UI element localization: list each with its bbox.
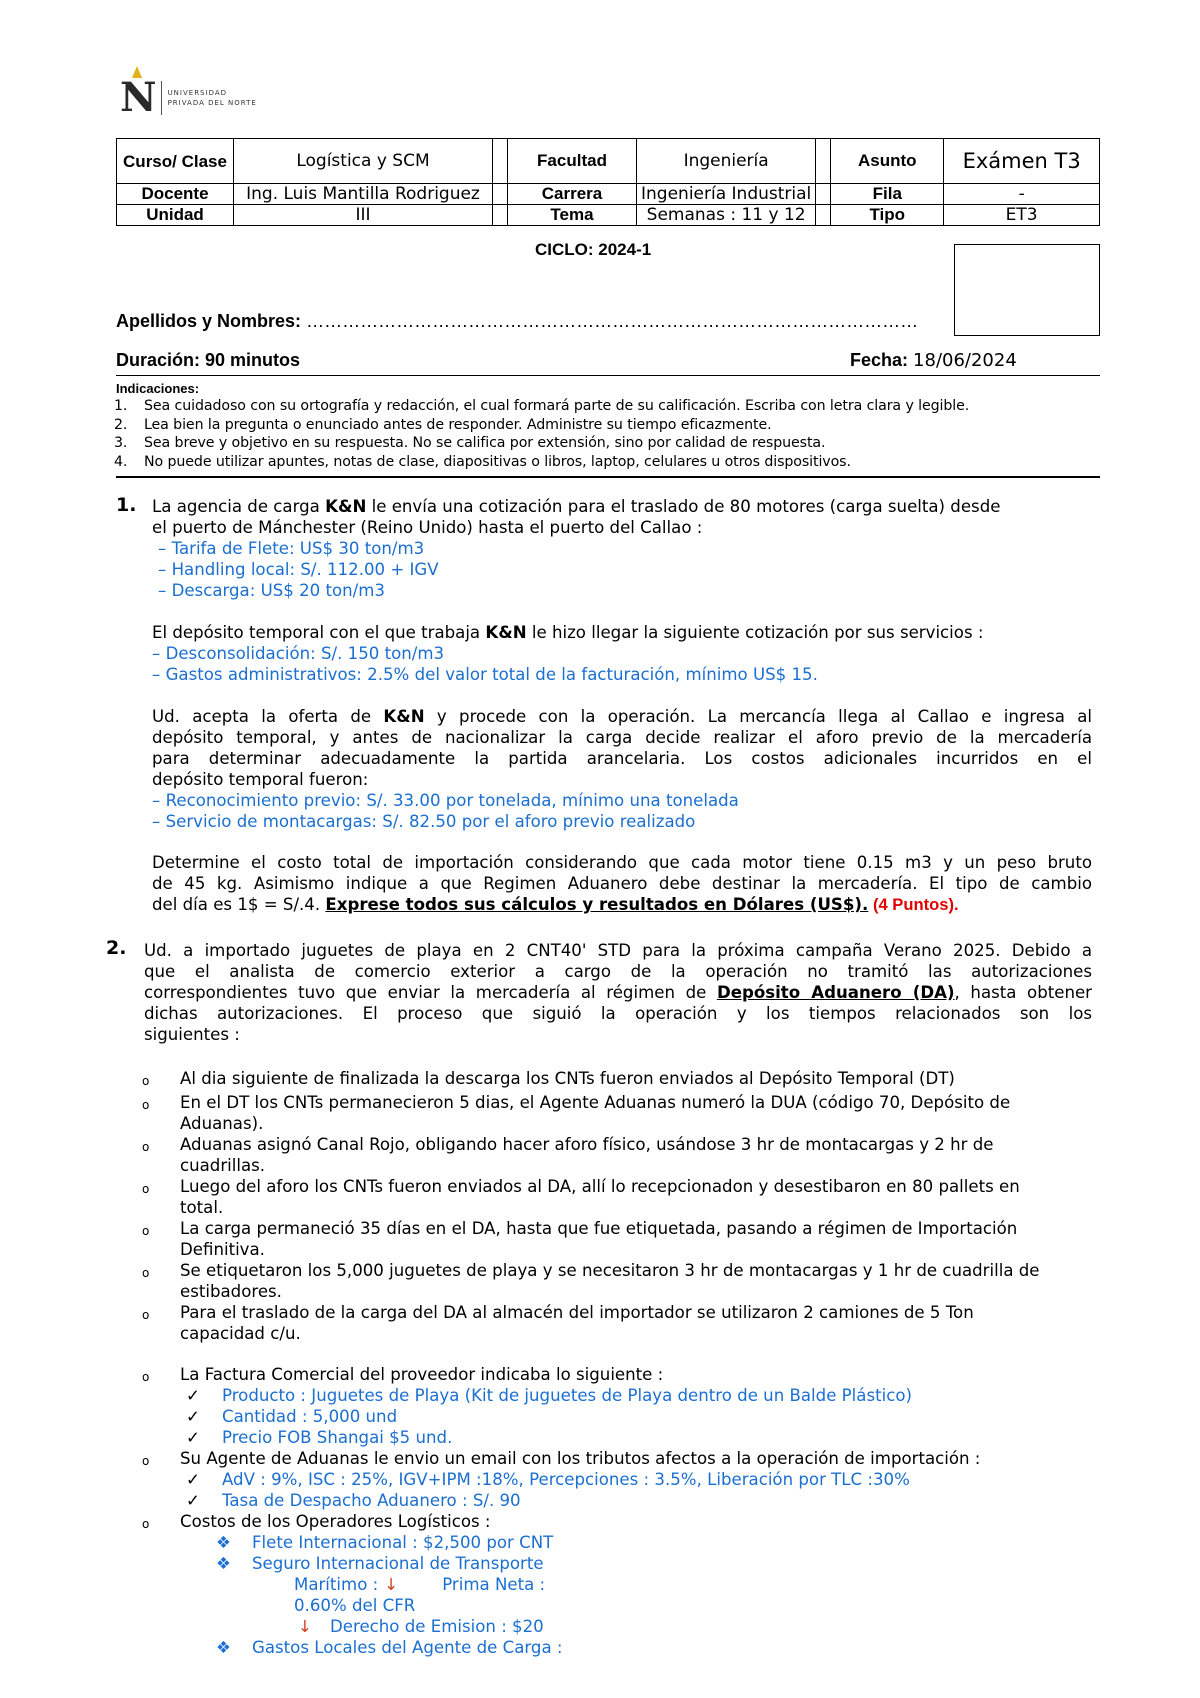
- apellidos-field[interactable]: [116, 311, 918, 332]
- question-2-costos: o Costos de los Operadores Logísticos :: [142, 1512, 491, 1531]
- indicaciones-list: [114, 397, 1104, 471]
- arrow-down-icon: ↓: [298, 1617, 312, 1636]
- question-1-tarifas: [158, 538, 439, 601]
- curso-value: Logística y SCM: [234, 139, 493, 184]
- exam-header-table: [116, 138, 1100, 226]
- question-2-factura: o La Factura Comercial del proveedor indicaba lo siguiente :: [142, 1365, 664, 1384]
- list-item: o Luego del aforo los CNTs fueron enviados al DA, allí lo recepcionadon y desestibaron en 80 pallets en total.: [142, 1177, 1020, 1217]
- list-item: – Servicio de montacargas: S/. 82.50 por el aforo previo realizado: [152, 812, 696, 831]
- check-icon: ✓: [186, 1491, 200, 1510]
- facultad-value: Ingeniería: [637, 139, 816, 184]
- logo-n-icon: N: [120, 74, 157, 121]
- question-2-number: 2.: [106, 937, 127, 959]
- gastos-item: [216, 1637, 563, 1658]
- list-item: o Al dia siguiente de finalizada la descarga los CNTs fueron enviados al Depósito Temporal (DT): [142, 1069, 955, 1088]
- list-item: ❖ Flete Internacional : $2,500 por CNT: [216, 1533, 554, 1552]
- unidad-label: Unidad: [117, 205, 234, 226]
- arrow-down-icon: ↓: [384, 1575, 399, 1594]
- check-icon: ✓: [186, 1407, 200, 1426]
- asunto-value: Exámen T3: [944, 139, 1100, 184]
- fila-value: -: [944, 184, 1100, 205]
- indicaciones-title: Indicaciones:: [116, 381, 200, 396]
- question-1-oferta: Ud. acepta la oferta de K&N y procede con la operación. La mercancía llega al Callao e ingresa al depósito temporal, y antes de nacionalizar la carga decide realizar el aforo previo de la mercadería para determinar adecuadamente la partida arancelaria. Los costos adicionales incurridos en el depósito temporal fueron: – Reconocimiento previo: S/. 33.00 por tonelada, mínimo una tonelada – Servicio de montacargas: S/. 82.50 por el aforo previo realizado: [152, 707, 1092, 831]
- list-item: o Para el traslado de la carga del DA al almacén del importador se utilizaron 2 camiones de 5 Ton capacidad c/u.: [142, 1303, 974, 1343]
- asunto-label: Asunto: [831, 139, 944, 184]
- unidad-value: III: [234, 205, 493, 226]
- curso-label: Curso/ Clase: [117, 139, 234, 184]
- tema-value: Semanas : 11 y 12: [637, 205, 816, 226]
- list-item: ✓ Precio FOB Shangai $5 und.: [186, 1428, 453, 1447]
- fila-label: Fila: [831, 184, 944, 205]
- question-1-deposito: El depósito temporal con el que trabaja K&N le hizo llegar la siguiente cotización por sus servicios : – Desconsolidación: S/. 150 ton/m3 – Gastos administrativos: 2.5% del valor total de la facturación, mínimo US$ 15.: [152, 623, 984, 684]
- diamond-bullet-icon: ❖: [216, 1554, 231, 1573]
- list-item: ✓ Producto : Juguetes de Playa (Kit de juguetes de Playa dentro de un Balde Plástico): [186, 1386, 912, 1405]
- facultad-label: Facultad: [508, 139, 637, 184]
- fecha-value: 18/06/2024: [913, 350, 1017, 371]
- list-item: o Se etiquetaron los 5,000 juguetes de playa y se necesitaron 3 hr de montacargas y 1 hr de cuadrilla de estibadores.: [142, 1261, 1040, 1301]
- duracion: Duración: 90 minutos: [116, 350, 301, 370]
- university-logo: [120, 74, 257, 121]
- list-item: 4. No puede utilizar apuntes, notas de clase, diapositivas o libros, laptop, celulares u otros dispositivos.: [114, 453, 851, 470]
- tipo-value: ET3: [944, 205, 1100, 226]
- list-item: ❖ Seguro Internacional de Transporte: [216, 1554, 544, 1573]
- list-item: – Descarga: US$ 20 ton/m3: [158, 581, 385, 600]
- list-item: ✓ Tasa de Despacho Aduanero : S/. 90: [186, 1491, 521, 1510]
- photo-box: [954, 244, 1100, 336]
- question-1-intro: La agencia de carga K&N le envía una cotización para el traslado de 80 motores (carga suelta) desde el puerto de Mánchester (Reino Unido) hasta el puerto del Callao :: [152, 497, 1001, 537]
- check-icon: ✓: [186, 1470, 200, 1489]
- costos-items: [216, 1532, 553, 1574]
- fecha-label: Fecha:: [850, 350, 909, 370]
- list-item: o La carga permaneció 35 días en el DA, hasta que fue etiquetada, pasando a régimen de Importación Definitiva.: [142, 1219, 1018, 1259]
- list-item: 2. Lea bien la pregunta o enunciado antes de responder. Administre su tiempo eficazmente.: [114, 416, 772, 433]
- apellidos-dots: …………………………………………………………………………………………: [306, 311, 919, 331]
- list-item: ✓ AdV : 9%, ISC : 25%, IGV+IPM :18%, Percepciones : 3.5%, Liberación por TLC :30%: [186, 1470, 910, 1489]
- list-item: – Reconocimiento previo: S/. 33.00 por tonelada, mínimo una tonelada: [152, 791, 739, 810]
- list-item: ✓ Cantidad : 5,000 und: [186, 1407, 398, 1426]
- tipo-label: Tipo: [831, 205, 944, 226]
- question-1-determine: Determine el costo total de importación considerando que cada motor tiene 0.15 m3 y un peso bruto de 45 kg. Asimismo indique a que Regimen Aduanero debe destinar la mercadería. El tipo de cambio del día es 1$ = S/.4. Exprese todos sus cálculos y resultados en Dólares (US$). (4 Puntos).: [152, 853, 1092, 914]
- tema-label: Tema: [508, 205, 637, 226]
- logo-name: UNIVERSIDAD: [167, 89, 228, 97]
- question-1-number: 1.: [116, 494, 137, 516]
- factura-items: [186, 1385, 912, 1448]
- agente-items: [186, 1469, 910, 1511]
- diamond-bullet-icon: ❖: [216, 1638, 231, 1657]
- docente-value: Ing. Luis Mantilla Rodriguez: [234, 184, 493, 205]
- diamond-bullet-icon: ❖: [216, 1533, 231, 1552]
- docente-label: Docente: [117, 184, 234, 205]
- question-2-steps: [142, 1068, 1040, 1344]
- question-2-agente: o Su Agente de Aduanas le envio un email con los tributos afectos a la operación de importación :: [142, 1449, 981, 1468]
- list-item: 1. Sea cuidadoso con su ortografía y redacción, el cual formará parte de su calificación. Escriba con letra clara y legible.: [114, 398, 970, 414]
- list-item: – Tarifa de Flete: US$ 30 ton/m3: [158, 539, 425, 558]
- question-2-intro: Ud. a importado juguetes de playa en 2 CNT40' STD para la próxima campaña Verano 2025. Debido a que el analista de comercio exterior a cargo de la operación no tramitó las autorizaciones correspondientes tuvo que enviar la mercadería al régimen de Depósito Aduanero (DA), hasta obtener dichas autorizaciones. El proceso que siguió la operación y los tiempos relacionados son los siguientes :: [144, 941, 1093, 1044]
- check-icon: ✓: [186, 1386, 200, 1405]
- logo-sub: PRIVADA DEL NORTE: [167, 99, 257, 107]
- carrera-value: Ingeniería Industrial: [637, 184, 816, 205]
- list-item: o En el DT los CNTs permanecieron 5 dias, el Agente Aduanas numeró la DUA (código 70, Depósito de Aduanas).: [142, 1093, 1011, 1133]
- carrera-label: Carrera: [508, 184, 637, 205]
- list-item: 3. Sea breve y objetivo en su respuesta. No se califica por extensión, sino por calidad de respuesta.: [114, 435, 826, 451]
- ciclo: CICLO: 2024-1: [535, 240, 652, 259]
- list-item: – Desconsolidación: S/. 150 ton/m3: [152, 644, 445, 663]
- apellidos-label: Apellidos y Nombres:: [116, 311, 302, 331]
- seguro-details: Marítimo : ↓ Prima Neta : 0.60% del CFR ↓ Derecho de Emision : $20: [294, 1575, 546, 1636]
- fecha: [850, 350, 1017, 371]
- check-icon: ✓: [186, 1428, 200, 1447]
- list-item: ❖ Gastos Locales del Agente de Carga :: [216, 1638, 563, 1657]
- list-item: o Aduanas asignó Canal Rojo, obligando hacer aforo físico, usándose 3 hr de montacargas y 2 hr de cuadrillas.: [142, 1135, 994, 1175]
- list-item: – Gastos administrativos: 2.5% del valor total de la facturación, mínimo US$ 15.: [152, 665, 818, 684]
- list-item: – Handling local: S/. 112.00 + IGV: [158, 560, 439, 579]
